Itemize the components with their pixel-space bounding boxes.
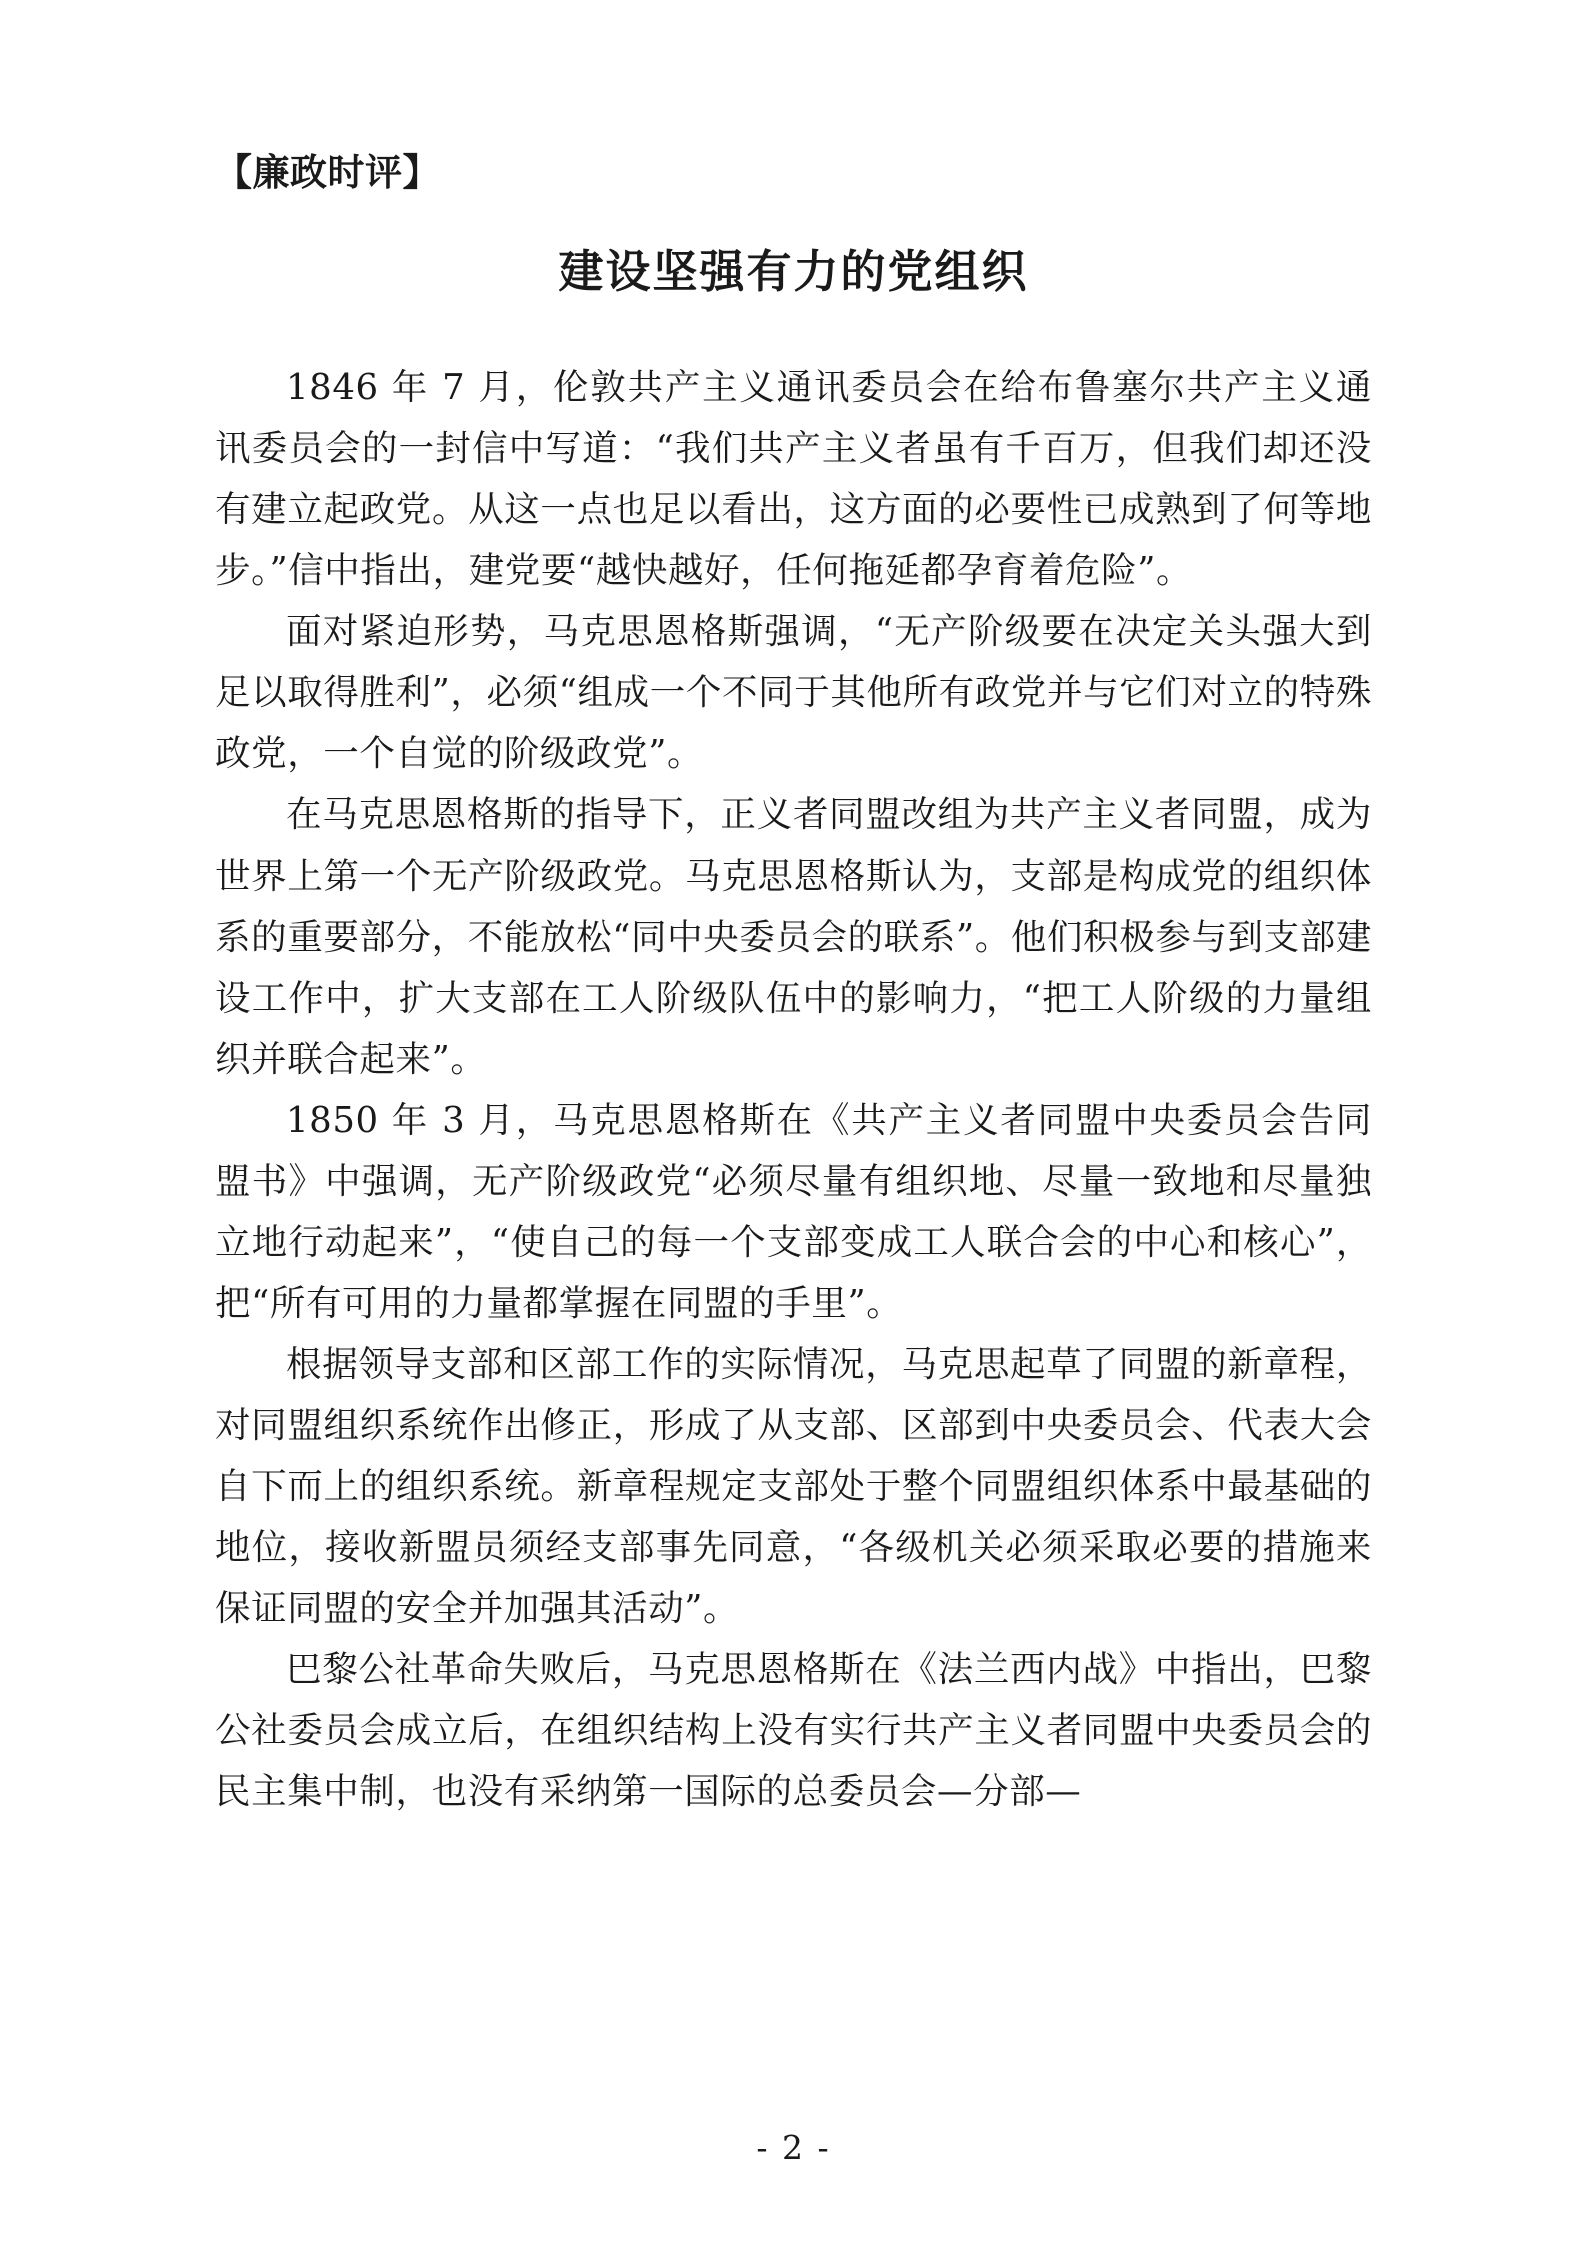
paragraph: 根据领导支部和区部工作的实际情况，马克思起草了同盟的新章程，对同盟组织系统作出修正，形成了从支部、区部到中央委员会、代表大会自下而上的组织系统。新章程规定支部处于整个同盟组织体系中最基础的地位，接收新盟员须经支部事先同意，“各级机关必须采取必要的措施来保证同盟的安全并加强其活动”。 (215, 1343, 1372, 1630)
paragraph: 1846 年 7 月，伦敦共产主义通讯委员会在给布鲁塞尔共产主义通讯委员会的一封信中写道：“我们共产主义者虽有千百万，但我们却还没有建立起政党。从这一点也足以看出，这方面的必要性已成熟到了何等地步。”信中指出，建党要“越快越好，任何拖延都孕育着危险”。 (215, 367, 1372, 592)
paragraph: 巴黎公社革命失败后，马克思恩格斯在《法兰西内战》中指出，巴黎公社委员会成立后，在组织结构上没有实行共产主义者同盟中央委员会的民主集中制，也没有采纳第一国际的总委员会—分部— (215, 1649, 1372, 1813)
category-tag: 【廉政时评】 (215, 150, 440, 194)
paragraph: 1850 年 3 月，马克思恩格斯在《共产主义者同盟中央委员会告同盟书》中强调，无产阶级政党“必须尽量有组织地、尽量一致地和尽量独立地行动起来”，“使自己的每一个支部变成工人联合会的中心和核心”，把“所有可用的力量都掌握在同盟的手里”。 (215, 1099, 1372, 1324)
paragraph: 面对紧迫形势，马克思恩格斯强调，“无产阶级要在决定关头强大到足以取得胜利”，必须“组成一个不同于其他所有政党并与它们对立的特殊政党，一个自觉的阶级政党”。 (215, 611, 1372, 775)
document-body (215, 357, 1372, 1822)
paragraph: 在马克思恩格斯的指导下，正义者同盟改组为共产主义者同盟，成为世界上第一个无产阶级政党。马克思恩格斯认为，支部是构成党的组织体系的重要部分，不能放松“同中央委员会的联系”。他们积极参与到支部建设工作中，扩大支部在工人阶级队伍中的影响力，“把工人阶级的力量组织并联合起来”。 (215, 794, 1372, 1080)
page-title: 建设坚强有力的党组织 (558, 245, 1029, 299)
page-number: - 2 - (756, 2128, 831, 2167)
